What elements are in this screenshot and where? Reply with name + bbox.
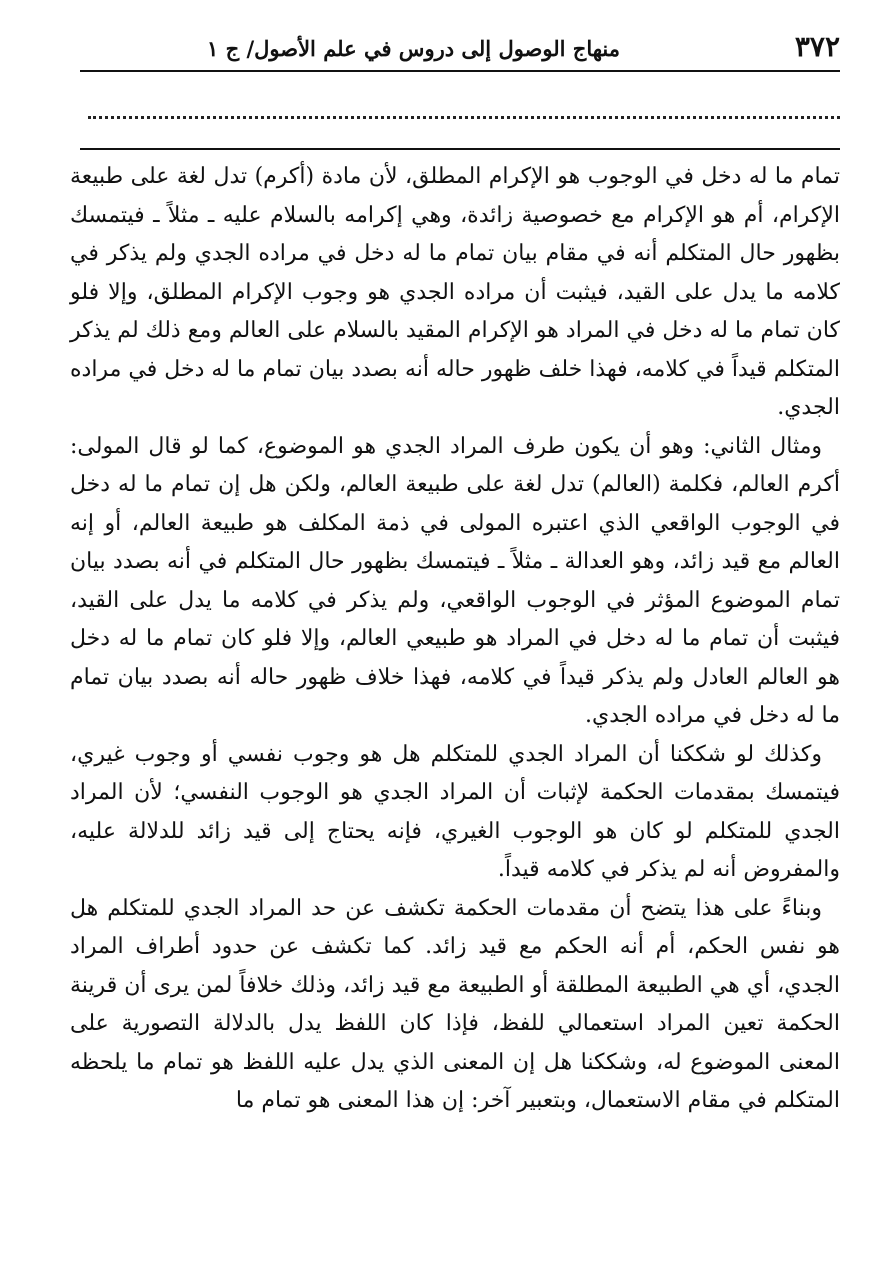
paragraph: وكذلك لو شككنا أن المراد الجدي للمتكلم هل هو وجوب نفسي أو وجوب غيري، فيتمسك بمقدمات الحكمة لإثبات أن المراد الجدي هو الوجوب النفسي؛ لأن المراد الجدي للمتكلم لو كان هو الوجوب الغيري، فإنه يحتاج إلى قيد زائد للدلالة عليه، والمفروض أنه لم يذكر في كلامه قيداً.: [70, 741, 840, 882]
running-title: منهاج الوصول إلى دروس في علم الأصول/ ج ١: [207, 36, 620, 61]
dotted-separator: [88, 98, 840, 119]
horizontal-rule: [80, 148, 840, 150]
body-text: [70, 158, 840, 1121]
paragraph: ومثال الثاني: وهو أن يكون طرف المراد الجدي هو الموضوع، كما لو قال المولى: أكرم العالم، فكلمة (العالم) تدل لغة على طبيعة العالم، ولكن هل إن تمام ما له دخل في الوجوب الواقعي الذي اعتبره المولى في ذمة المكلف هو طبيعة العالم، أو إنه العالم مع قيد زائد، وهو العدالة ـ مثلاً ـ فيتمسك بظهور حال المتكلم في أنه بصدد بيان تمام الموضوع المؤثر في الوجوب الواقعي، ولم يذكر في كلامه ما يدل على القيد، فيثبت أن تمام ما له دخل في المراد هو طبيعي العالم، وإلا فلو كان تمام ما له دخل هو العالم العادل ولم يذكر قيداً في كلامه، فهذا خلاف ظهور حاله أنه بصدد بيان تمام ما له دخل في مراده الجدي.: [70, 433, 840, 728]
paragraph: تمام ما له دخل في الوجوب هو الإكرام المطلق، لأن مادة (أكرم) تدل لغة على طبيعة الإكرام، أم هو الإكرام مع خصوصية زائدة، وهي إكرامه بالسلام عليه ـ مثلاً ـ فيتمسك بظهور حال المتكلم أنه في مقام بيان تمام ما له دخل في مراده الجدي ولم يذكر في كلامه ما يدل على القيد، فيثبت أن مراده الجدي هو وجوب الإكرام المطلق، وإلا فلو كان تمام ما له دخل في المراد هو الإكرام المقيد بالسلام على العالم ومع ذلك لم يذكر المتكلم قيداً في كلامه، فهذا خلف ظهور حاله أنه بصدد بيان تمام ما له دخل في مراده الجدي.: [70, 164, 840, 420]
page-number: ٣٧٢: [794, 30, 840, 63]
page-header: [80, 28, 840, 72]
paragraph: وبناءً على هذا يتضح أن مقدمات الحكمة تكشف عن حد المراد الجدي للمتكلم هل هو نفس الحكم، أم أنه الحكم مع قيد زائد. كما تكشف عن حدود أطراف المراد الجدي، أي هي الطبيعة المطلقة أو الطبيعة مع قيد زائد، وذلك خلافاً لمن يرى أن قرينة الحكمة تعين المراد استعمالي للفظ، فإذا كان اللفظ يدل بالدلالة التصورية على المعنى الموضوع له، وشككنا هل إن المعنى الذي يدل عليه اللفظ هو تمام ما يلحظه المتكلم في مقام الاستعمال، وبتعبير آخر: إن هذا المعنى هو تمام ما: [70, 895, 841, 1113]
